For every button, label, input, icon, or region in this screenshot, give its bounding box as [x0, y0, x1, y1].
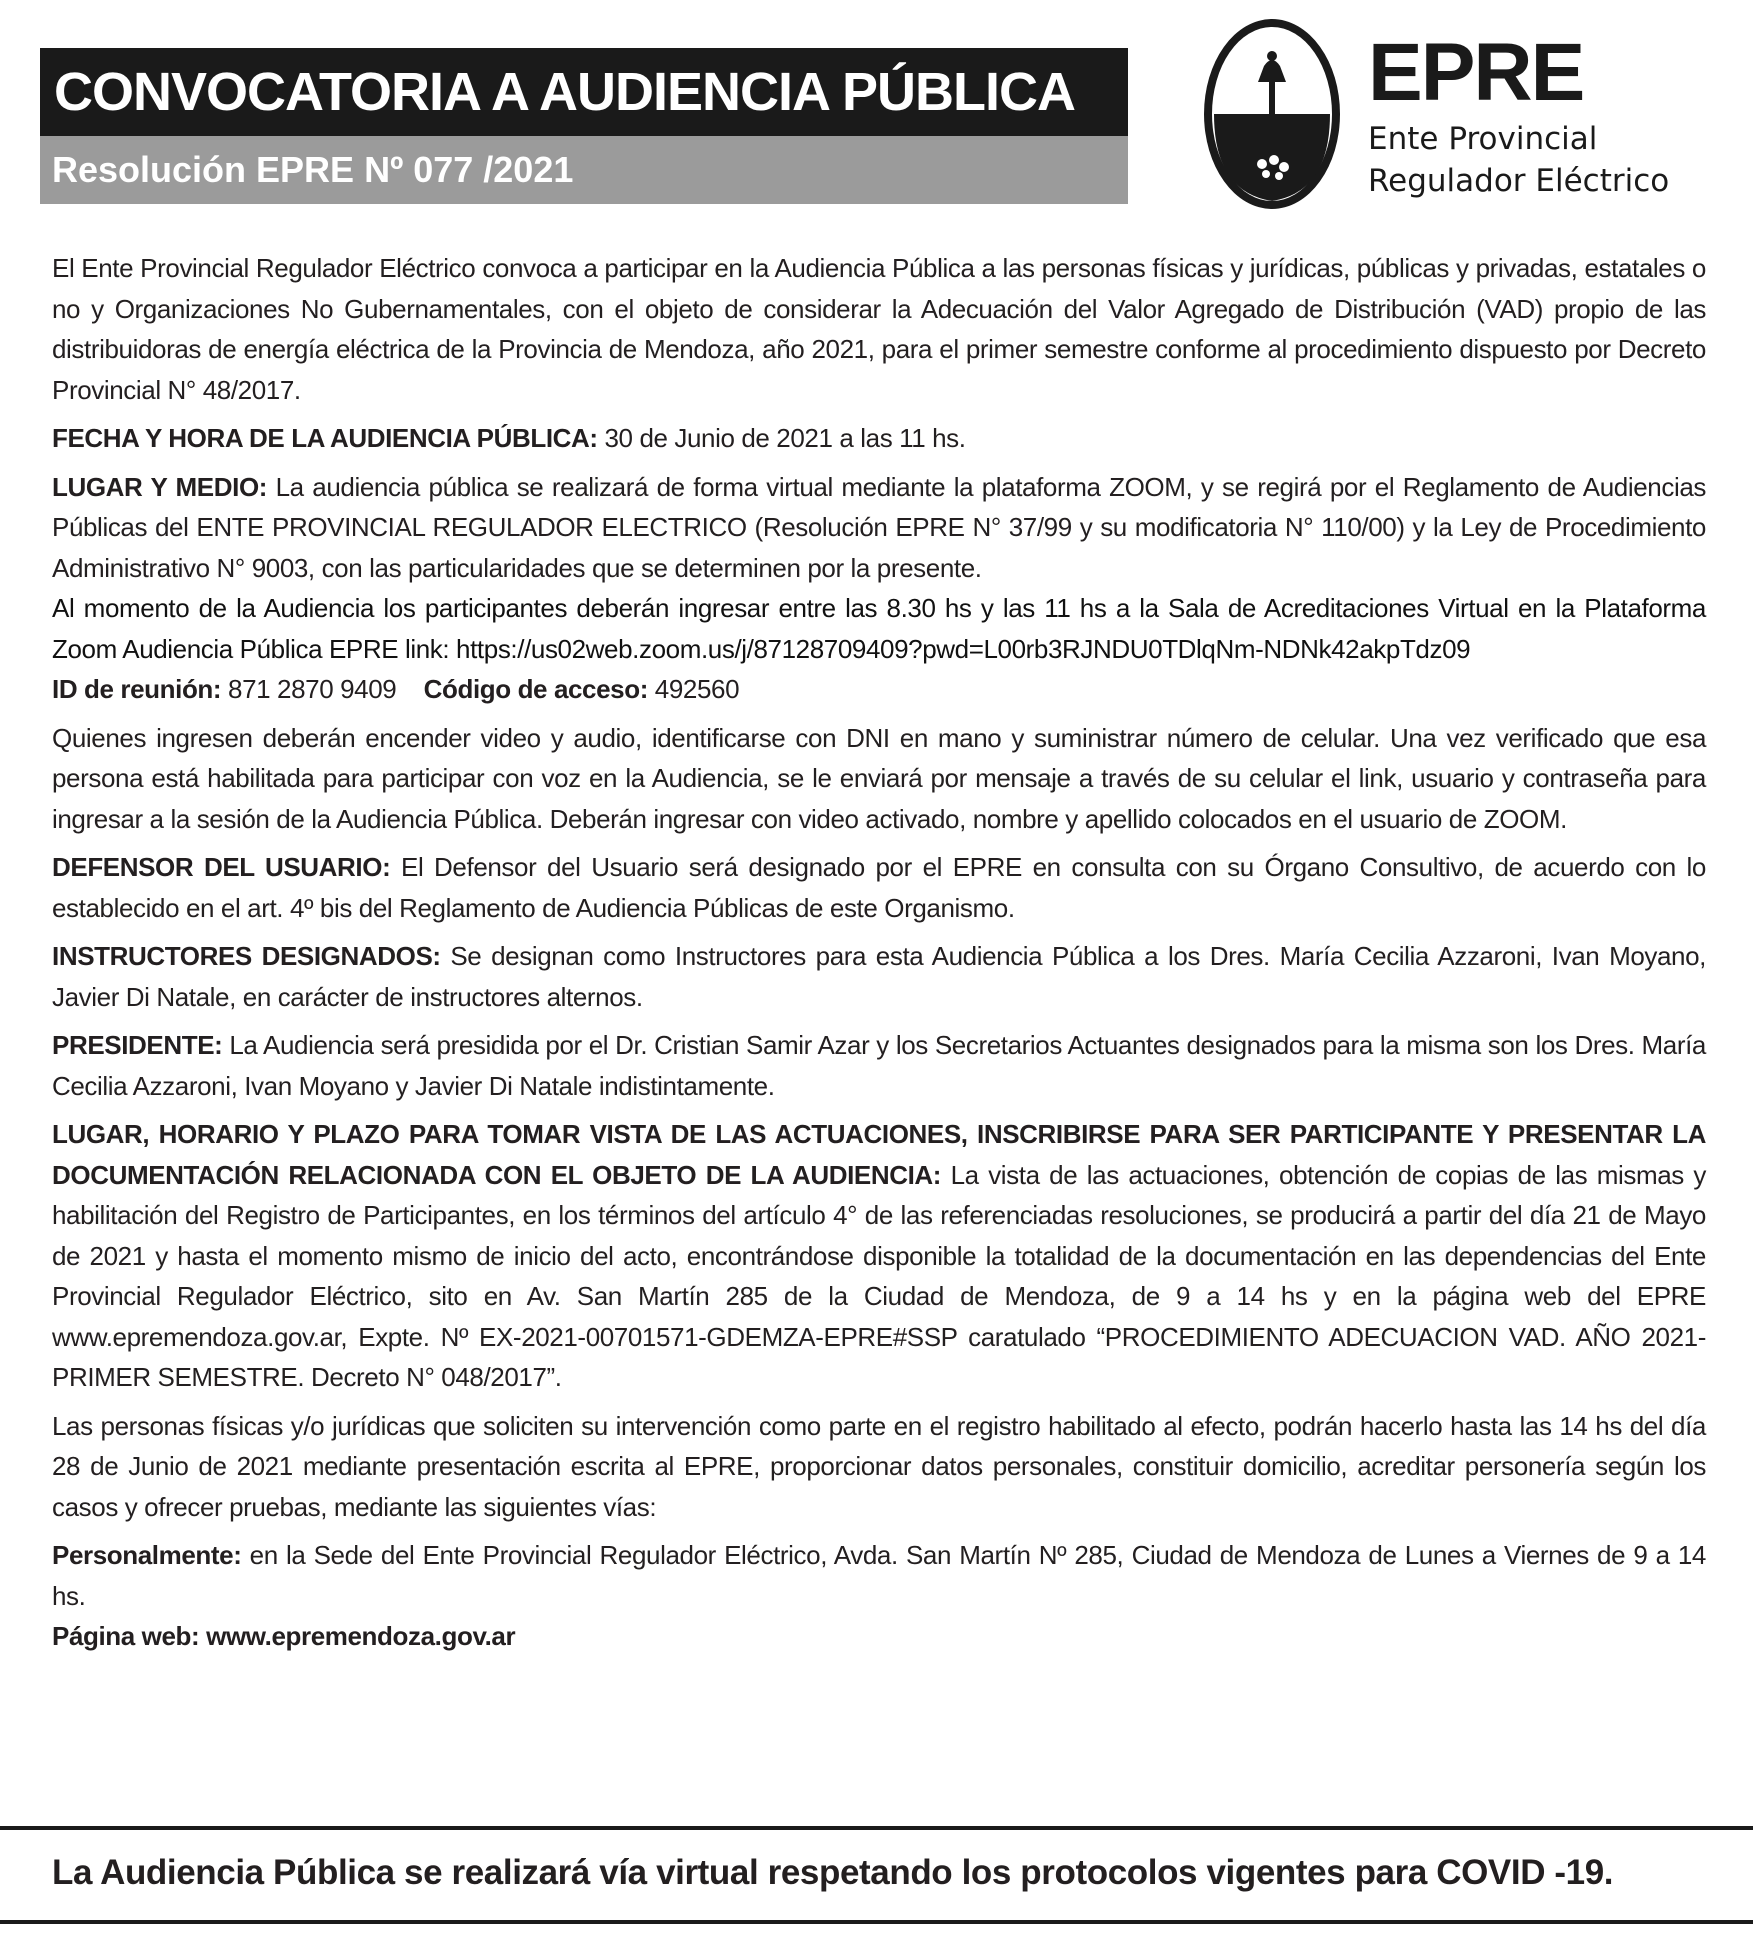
meeting-id-label: ID de reunión:: [52, 674, 222, 704]
personalmente-text: en la Sede del Ente Provincial Regulador Eléctrico, Avda. San Martín Nº 285, Ciudad de Mendoza de Lunes a Viernes de 9 a 14 hs.: [52, 1540, 1706, 1611]
meeting-credentials: [52, 669, 1706, 710]
personas-paragraph: Las personas físicas y/o jurídicas que soliciten su intervención como parte en el registro habilitado al efecto, podrán hacerlo hasta las 14 hs del día 28 de Junio de 2021 mediante presentación escrita al EPRE, proporcionar datos personales, constituir domicilio, acreditar personería según los casos y ofrecer pruebas, mediante las siguientes vías:: [52, 1410, 1706, 1522]
presidente-label: PRESIDENTE:: [52, 1030, 223, 1060]
vista-label: LUGAR, HORARIO Y PLAZO PARA TOMAR VISTA DE LAS ACTUACIONES, INSCRIBIRSE PARA SER PARTICIPANTE Y PRESENTAR LA DOCUMENTACIÓN RELACIONADA CON EL OBJETO DE LA AUDIENCIA:: [52, 1119, 1706, 1190]
instructores-label: INSTRUCTORES DESIGNADOS:: [52, 941, 441, 971]
access-code-label: Código de acceso:: [423, 674, 648, 704]
lugar-paragraph: [52, 467, 1706, 589]
access-code-value: 492560: [647, 674, 740, 704]
resolution-subtitle: Resolución EPRE Nº 077 /2021: [40, 136, 1128, 204]
covid-notice: La Audiencia Pública se realizará vía virtual respetando los protocolos vigentes para COVID -19.: [52, 1853, 1614, 1892]
defensor-label: DEFENSOR DEL USUARIO:: [52, 852, 391, 882]
convocation-body: [52, 248, 1706, 1665]
defensor-text: El Defensor del Usuario será designado por el EPRE en consulta con su Órgano Consultivo, de acuerdo con lo establecido en el art. 4º bis del Reglamento de Audiencia Públicas de este Organismo.: [52, 852, 1706, 923]
vista-text: La vista de las actuaciones, obtención de copias de las mismas y habilitación del Registro de Participantes, en los términos del artículo 4° de las referenciadas resoluciones, se producirá a partir del día 21 de Mayo de 2021 y hasta el momento mismo de inicio del acto, encontrándose disponible la totalidad de la documentación en las dependencias del Ente Provincial Regulador Eléctrico, sito en Av. San Martín 285 de la Ciudad de Mendoza, de 9 a 14 hs y en la página web del EPRE www.epremendoza.gov.ar, Expte. Nº EX-2021-00701571-GDEMZA-EPRE#SSP caratulado “PROCEDIMIENTO ADECUACION VAD. AÑO 2021-PRIMER SEMESTRE. Decreto N° 048/2017”.: [52, 1159, 1706, 1392]
momento-paragraph: Al momento de la Audiencia los participantes deberán ingresar entre las 8.30 hs y las 11 hs a la Sala de Acreditaciones Virtual en la Plataforma Zoom Audiencia Pública EPRE link: https://us02web.zoom.us/j/87128709409?pwd=L00rb3RJNDU0TDlqNm-NDNk42akpTdz09: [52, 593, 1706, 664]
provincial-shield-emblem-icon: [1200, 14, 1345, 214]
instructores-paragraph: [52, 936, 1706, 1017]
intro-paragraph: El Ente Provincial Regulador Eléctrico convoca a participar en la Audiencia Pública a las personas físicas y jurídicas, públicas y privadas, estatales o no y Organizaciones No Gubernamentales, con el objeto de considerar la Adecuación del Valor Agregado de Distribución (VAD) propio de las distribuidoras de energía eléctrica de la Provincia de Mendoza, año 2021, para el primer semestre conforme al procedimiento dispuesto por Decreto Provincial N° 48/2017.: [52, 253, 1706, 405]
presidente-paragraph: [52, 1025, 1706, 1106]
epre-brand: [1368, 28, 1669, 202]
personalmente-label: Personalmente:: [52, 1540, 242, 1570]
brand-line-2: Regulador Eléctrico: [1368, 163, 1670, 199]
footer-bottom-rule: [0, 1920, 1753, 1924]
defensor-paragraph: [52, 847, 1706, 928]
web-paragraph: [52, 1616, 1706, 1657]
personalmente-paragraph: [52, 1535, 1706, 1616]
fecha-text: 30 de Junio de 2021 a las 11 hs.: [597, 423, 966, 453]
web-link[interactable]: www.epremendoza.gov.ar: [199, 1621, 516, 1651]
instructores-text: Se designan como Instructores para esta Audiencia Pública a los Dres. María Cecilia Azzaroni, Ivan Moyano, Javier Di Natale, en carácter de instructores alternos.: [52, 941, 1706, 1012]
brand-line-1: Ente Provincial: [1368, 121, 1598, 157]
meeting-id-value: 871 2870 9409: [221, 674, 397, 704]
lugar-label: LUGAR Y MEDIO:: [52, 471, 268, 502]
fecha-label: FECHA Y HORA DE LA AUDIENCIA PÚBLICA:: [52, 423, 598, 453]
page-title: CONVOCATORIA A AUDIENCIA PÚBLICA: [40, 48, 1128, 136]
lugar-text: La audiencia pública se realizará de forma virtual mediante la plataforma ZOOM, y se regirá por el Reglamento de Audiencias Públicas del ENTE PROVINCIAL REGULADOR ELECTRICO (Resolución EPRE N° 37/99 y su modificatoria N° 110/00) y la Ley de Procedimiento Administrativo N° 9003, con las particularidades que se determinen por la presente.: [52, 471, 1706, 583]
brand-name: EPRE: [1368, 27, 1584, 118]
footer-top-rule: [0, 1826, 1753, 1830]
web-label: Página web:: [52, 1621, 200, 1651]
quienes-paragraph: Quienes ingresen deberán encender video y audio, identificarse con DNI en mano y suministrar número de celular. Una vez verificado que esa persona está habilitada para participar con voz en la Audiencia, se le enviará por mensaje a través de su celular el link, usuario y contraseña para ingresar a la sesión de la Audiencia Pública. Deberán ingresar con video activado, nombre y apellido colocados en el usuario de ZOOM.: [52, 722, 1706, 834]
vista-paragraph: [52, 1114, 1706, 1398]
presidente-text: La Audiencia será presidida por el Dr. Cristian Samir Azar y los Secretarios Actuantes designados para la misma son los Dres. María Cecilia Azzaroni, Ivan Moyano y Javier Di Natale indistintamente.: [52, 1030, 1706, 1101]
fecha-paragraph: [52, 418, 1706, 459]
